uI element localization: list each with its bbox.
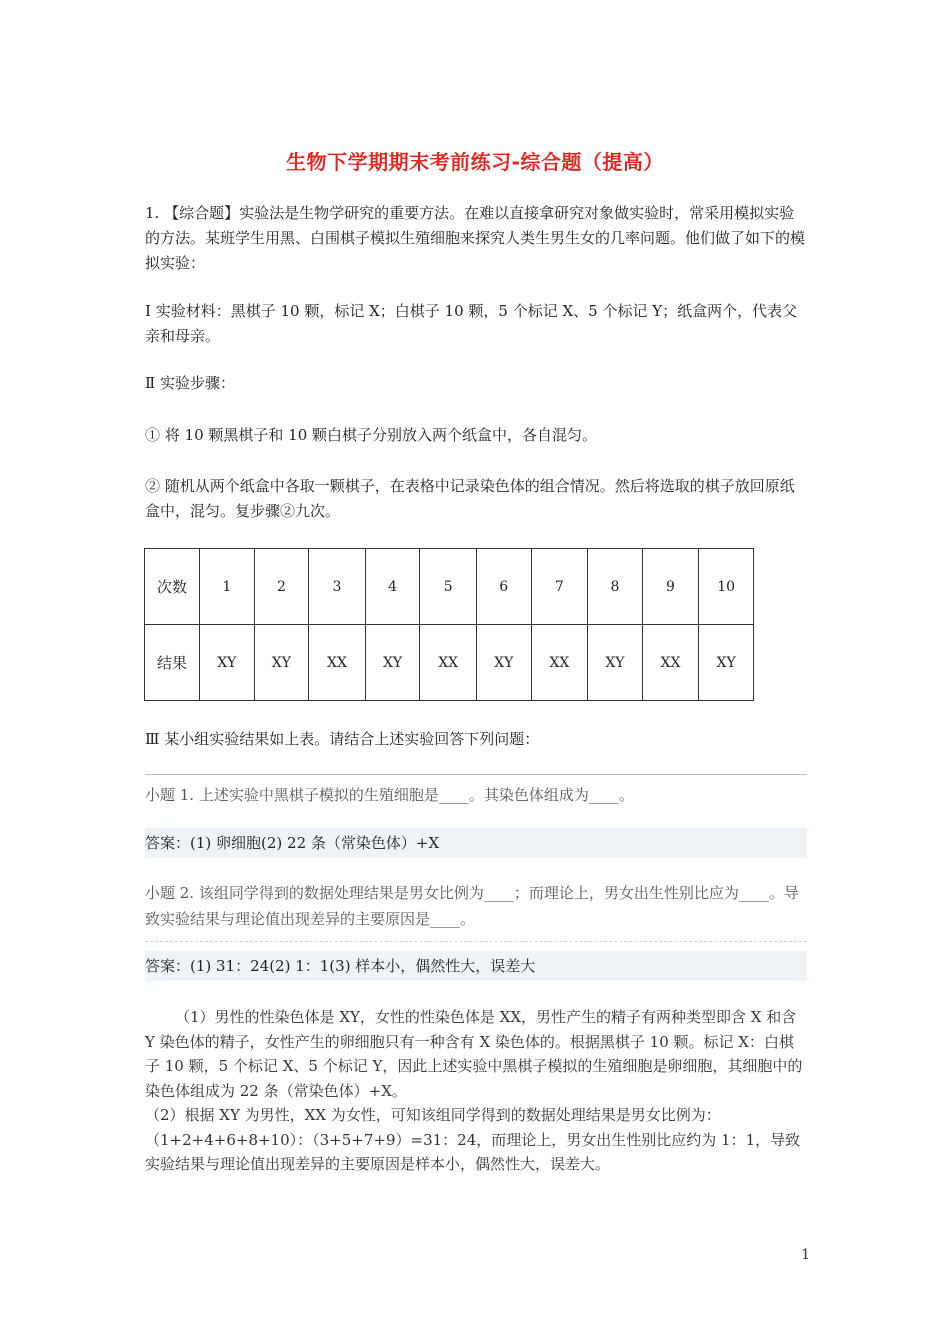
table-cell: XY bbox=[699, 625, 754, 701]
page-number: 1 bbox=[801, 1247, 810, 1263]
table-row bbox=[145, 625, 754, 701]
table-cell: 2 bbox=[254, 549, 309, 625]
table-cell: 9 bbox=[642, 549, 699, 625]
explanation-paragraph-2: （2）根据 XY 为男性，XX 为女性，可知该组同学得到的数据处理结果是男女比例为：（1+2+4+6+8+10）：（3+5+7+9）=31：24，而理论上，男女出生性别比应约为 1：1，导致实验结果与理论值出现差异的主要原因是样本小，偶然性大，误差大。 bbox=[145, 1106, 801, 1173]
result-note: Ⅲ 某小组实验结果如上表。请结合上述实验回答下列问题： bbox=[145, 730, 540, 748]
page-title: 生物下学期期末考前练习-综合题（提高） bbox=[286, 150, 664, 174]
table-cell: XY bbox=[588, 625, 643, 701]
experiment-step-1: ① 将 10 颗黑棋子和 10 颗白棋子分别放入两个纸盒中，各自混匀。 bbox=[145, 426, 598, 444]
table-cell: 8 bbox=[588, 549, 643, 625]
table-cell: XY bbox=[365, 625, 420, 701]
table-cell: XX bbox=[531, 625, 588, 701]
table-cell: 4 bbox=[365, 549, 420, 625]
table-cell: XY bbox=[254, 625, 309, 701]
table-cell: XY bbox=[476, 625, 531, 701]
table-cell: 7 bbox=[531, 549, 588, 625]
subquestion-1: 小题 1. 上述实验中黑棋子模拟的生殖细胞是____。其染色体组成为____。 bbox=[145, 786, 634, 804]
table-cell: XX bbox=[420, 625, 477, 701]
table-cell: 5 bbox=[420, 549, 477, 625]
table-cell: 1 bbox=[200, 549, 255, 625]
divider bbox=[145, 774, 807, 775]
answer-1: 答案：(1) 卵细胞(2) 22 条（常染色体）+X bbox=[145, 828, 807, 858]
explanation bbox=[145, 1005, 807, 1177]
table-cell: XY bbox=[200, 625, 255, 701]
subquestion-2: 小题 2. 该组同学得到的数据处理结果是男女比例为____；而理论上，男女出生性别比应为____。导致实验结果与理论值出现差异的主要原因是____。 bbox=[145, 884, 799, 928]
table-cell: 3 bbox=[309, 549, 366, 625]
experiment-step-2: ② 随机从两个纸盒中各取一颗棋子，在表格中记录染色体的组合情况。然后将选取的棋子放回原纸盒中，混匀。复步骤②九次。 bbox=[145, 477, 795, 520]
table-cell: 10 bbox=[699, 549, 754, 625]
experiment-steps-heading: Ⅱ 实验步骤： bbox=[145, 374, 235, 392]
table-row-header: 次数 bbox=[145, 549, 200, 625]
question-intro: 1. 【综合题】实验法是生物学研究的重要方法。在难以直接拿研究对象做实验时，常采用模拟实验的方法。某班学生用黑、白围棋子模拟生殖细胞来探究人类生男生女的几率问题。他们做了如下的模拟实验： bbox=[145, 204, 806, 272]
results-table bbox=[144, 548, 754, 701]
table-cell: XX bbox=[642, 625, 699, 701]
answer-2: 答案：(1) 31：24(2) 1：1(3) 样本小，偶然性大，误差大 bbox=[145, 951, 807, 981]
explanation-paragraph-1: （1）男性的性染色体是 XY，女性的性染色体是 XX，男性产生的精子有两种类型即含 X 和含 Y 染色体的精子，女性产生的卵细胞只有一种含有 X 染色体的。根据黑棋子 10 颗。标记 X：白棋子 10 颗，5 个标记 X、5 个标记 Y，因此上述实验中黑棋子模拟的生殖细胞是卵细胞，其细胞中的染色体组成为 22 条（常染色体）+X。 bbox=[145, 1008, 803, 1100]
experiment-materials: Ⅰ 实验材料：黑棋子 10 颗，标记 X；白棋子 10 颗，5 个标记 X、5 个标记 Y；纸盒两个，代表父亲和母亲。 bbox=[145, 302, 798, 345]
dashed-divider bbox=[145, 941, 807, 942]
table-cell: 6 bbox=[476, 549, 531, 625]
table-row bbox=[145, 549, 754, 625]
table-cell: XX bbox=[309, 625, 366, 701]
table-row-header: 结果 bbox=[145, 625, 200, 701]
